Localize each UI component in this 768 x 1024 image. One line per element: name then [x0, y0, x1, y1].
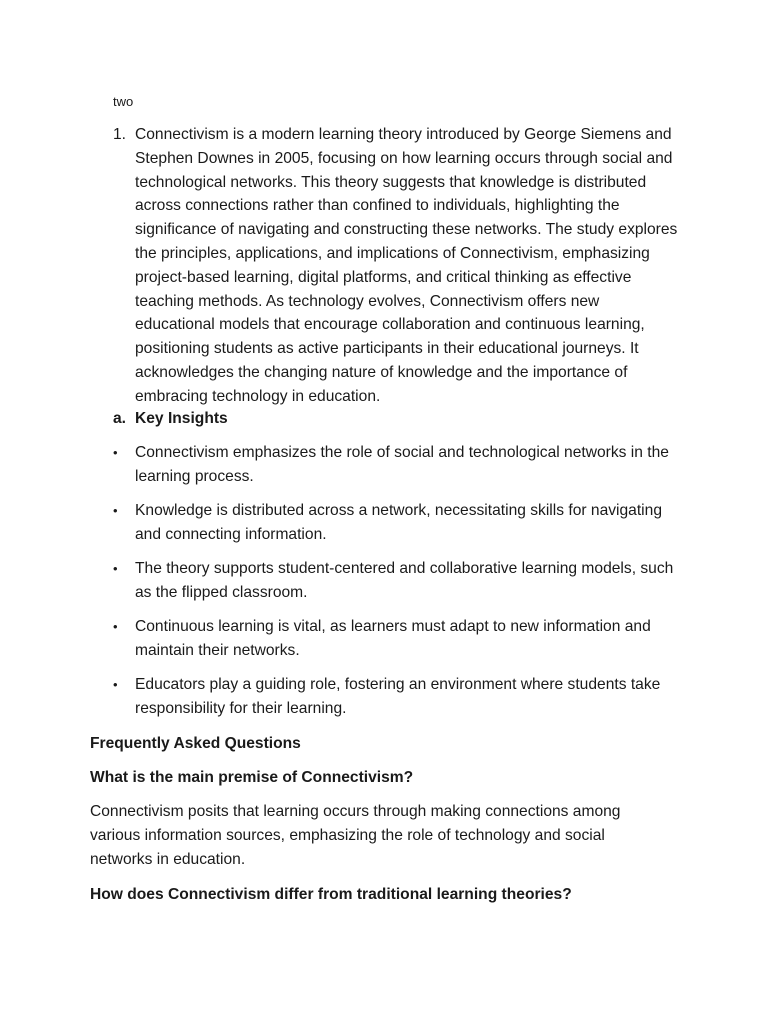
- list-number: 1.: [113, 126, 127, 143]
- page-header-text: two: [113, 94, 134, 109]
- faq-question: What is the main premise of Connectivism?: [90, 769, 414, 786]
- faq-question: How does Connectivism differ from traditional learning theories?: [90, 886, 572, 903]
- summary-paragraph: Connectivism is a modern learning theory introduced by George Siemens and Stephen Downes in 2005, focusing on how learning occurs through social and technological networks. This theory suggests that knowledge is distributed across connections rather than confined to individuals, highlighting the significance of navigating and constructing these networks. The study explores the principles, applications, and implications of Connectivism, emphasizing project-based learning, digital platforms, and critical thinking as effective teaching methods. As technology evolves, Connectivism offers new educational models that encourage collaboration and continuous learning, positioning students as active participants in their educational journeys. It acknowledges the changing nature of knowledge and the importance of embracing technology in education.: [135, 126, 678, 405]
- faq-answer: Connectivism posits that learning occurs through making connections among various information sources, emphasizing the role of technology and social networks in education.: [90, 803, 621, 868]
- bullet-item: • The theory supports student-centered and collaborative learning models, such as the flipped classroom.: [113, 557, 678, 605]
- section-heading-key-insights: Key Insights: [135, 410, 228, 427]
- insights-bullet-list: [113, 441, 678, 731]
- bullet-item: • Knowledge is distributed across a network, necessitating skills for navigating and connecting information.: [113, 499, 678, 547]
- faq-heading: Frequently Asked Questions: [90, 735, 301, 752]
- lettered-list-item: [113, 407, 228, 431]
- list-letter: a.: [113, 410, 127, 427]
- bullet-item: • Continuous learning is vital, as learners must adapt to new information and maintain their networks.: [113, 615, 678, 663]
- numbered-list-item: [113, 123, 678, 409]
- bullet-item: • Educators play a guiding role, fostering an environment where students take responsibility for their learning.: [113, 673, 678, 721]
- bullet-item: • Connectivism emphasizes the role of social and technological networks in the learning process.: [113, 441, 678, 489]
